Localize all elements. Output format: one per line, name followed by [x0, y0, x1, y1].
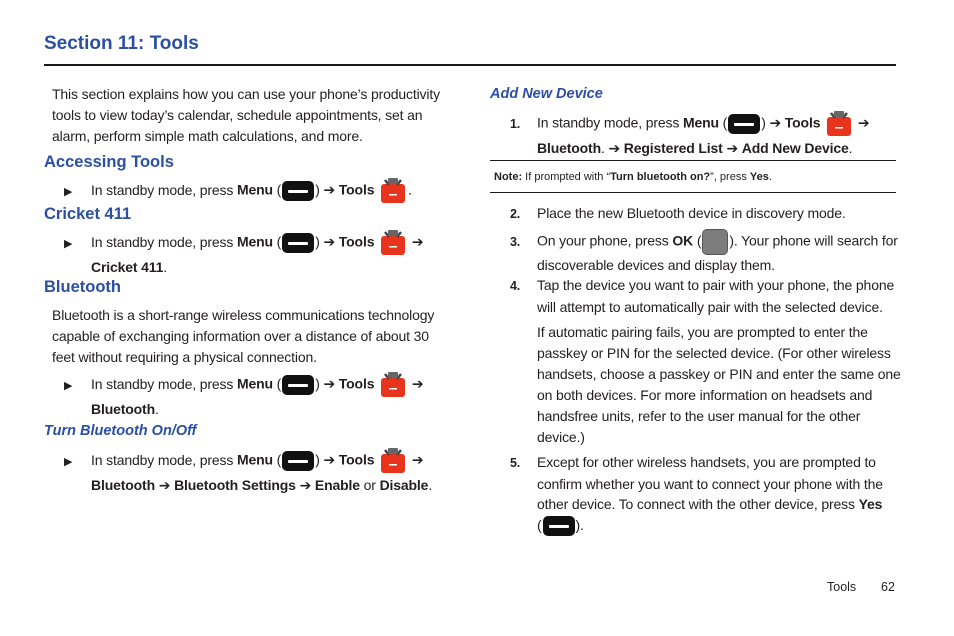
- page-number: 62: [881, 580, 895, 594]
- add-device-step-4: 4. Tap the device you want to pair with your phone, the phone will attempt to automatically pair with the selected device.: [510, 277, 895, 315]
- tools-icon: [379, 371, 407, 399]
- menu-key-icon: [282, 181, 314, 201]
- add-device-step-5: 5. Except for other wireless handsets, you are prompted to confirm whether you want to connect your phone with the other device. To connect with the other device, press Yes ( ).: [510, 452, 900, 536]
- heading-accessing-tools: Accessing Tools: [44, 153, 174, 171]
- heading-bluetooth: Bluetooth: [44, 278, 121, 296]
- menu-key-icon: [282, 451, 314, 471]
- add-device-step-2: 2. Place the new Bluetooth device in discovery mode.: [510, 205, 846, 221]
- add-device-step-4-detail: If automatic pairing fails, you are prompted to enter the passkey or PIN for the selected device. (For other wireless handsets, choose a passkey or PIN and enter the same one on both devices. For more information on headsets and handsfree units, refer to the user manual for the other device.): [537, 324, 901, 445]
- footer-section: Tools: [827, 580, 857, 594]
- note-top-rule: [490, 160, 896, 161]
- title-rule: [44, 64, 896, 66]
- heading-turn-bluetooth-onoff: Turn Bluetooth On/Off: [44, 423, 197, 439]
- menu-key-icon: [728, 114, 760, 134]
- menu-key-icon: [282, 233, 314, 253]
- tools-icon: [379, 229, 407, 257]
- add-device-step-1: 1. In standby mode, press Menu ( ) ➔ Tools ➔ Bluetooth. ➔ Registered List ➔ Add New Device.: [510, 110, 900, 159]
- page-title: Section 11: Tools: [44, 33, 199, 54]
- menu-key-icon: [543, 516, 575, 536]
- turn-onoff-step: ▶ In standby mode, press Menu ( ) ➔ Tools ➔ Bluetooth ➔ Bluetooth Settings ➔ Enable or Disable.: [64, 447, 454, 496]
- menu-key-icon: [282, 375, 314, 395]
- heading-cricket-411: Cricket 411: [44, 205, 132, 223]
- note: Note: If prompted with “Turn bluetooth on?”, press Yes.: [494, 171, 772, 183]
- intro-paragraph: This section explains how you can use your phone’s productivity tools to view today’s calendar, schedule appointments, set an alarm, perform simple math calculations, and more.: [52, 86, 440, 144]
- tools-icon: [379, 177, 407, 205]
- bluetooth-description: Bluetooth is a short-range wireless communications technology capable of exchanging information over a distance of about 30 feet without requiring a physical connection.: [52, 307, 435, 365]
- note-bottom-rule: [490, 192, 896, 193]
- cricket-step: ▶ In standby mode, press Menu ( ) ➔ Tools ➔ Cricket 411.: [64, 229, 454, 278]
- tools-icon: [379, 447, 407, 475]
- bullet-icon: ▶: [64, 237, 73, 250]
- bullet-icon: ▶: [64, 455, 73, 468]
- tools-icon: [825, 110, 853, 138]
- heading-add-new-device: Add New Device: [490, 86, 603, 102]
- ok-key-icon: [702, 229, 728, 255]
- bluetooth-step: ▶ In standby mode, press Menu ( ) ➔ Tools ➔ Bluetooth.: [64, 371, 454, 420]
- accessing-tools-step: ▶ In standby mode, press Menu ( ) ➔ Tools .: [64, 177, 454, 205]
- bullet-icon: ▶: [64, 379, 73, 392]
- bullet-icon: ▶: [64, 185, 73, 198]
- add-device-step-3: 3. On your phone, press OK ( ). Your phone will search for discoverable devices and display them.: [510, 229, 900, 276]
